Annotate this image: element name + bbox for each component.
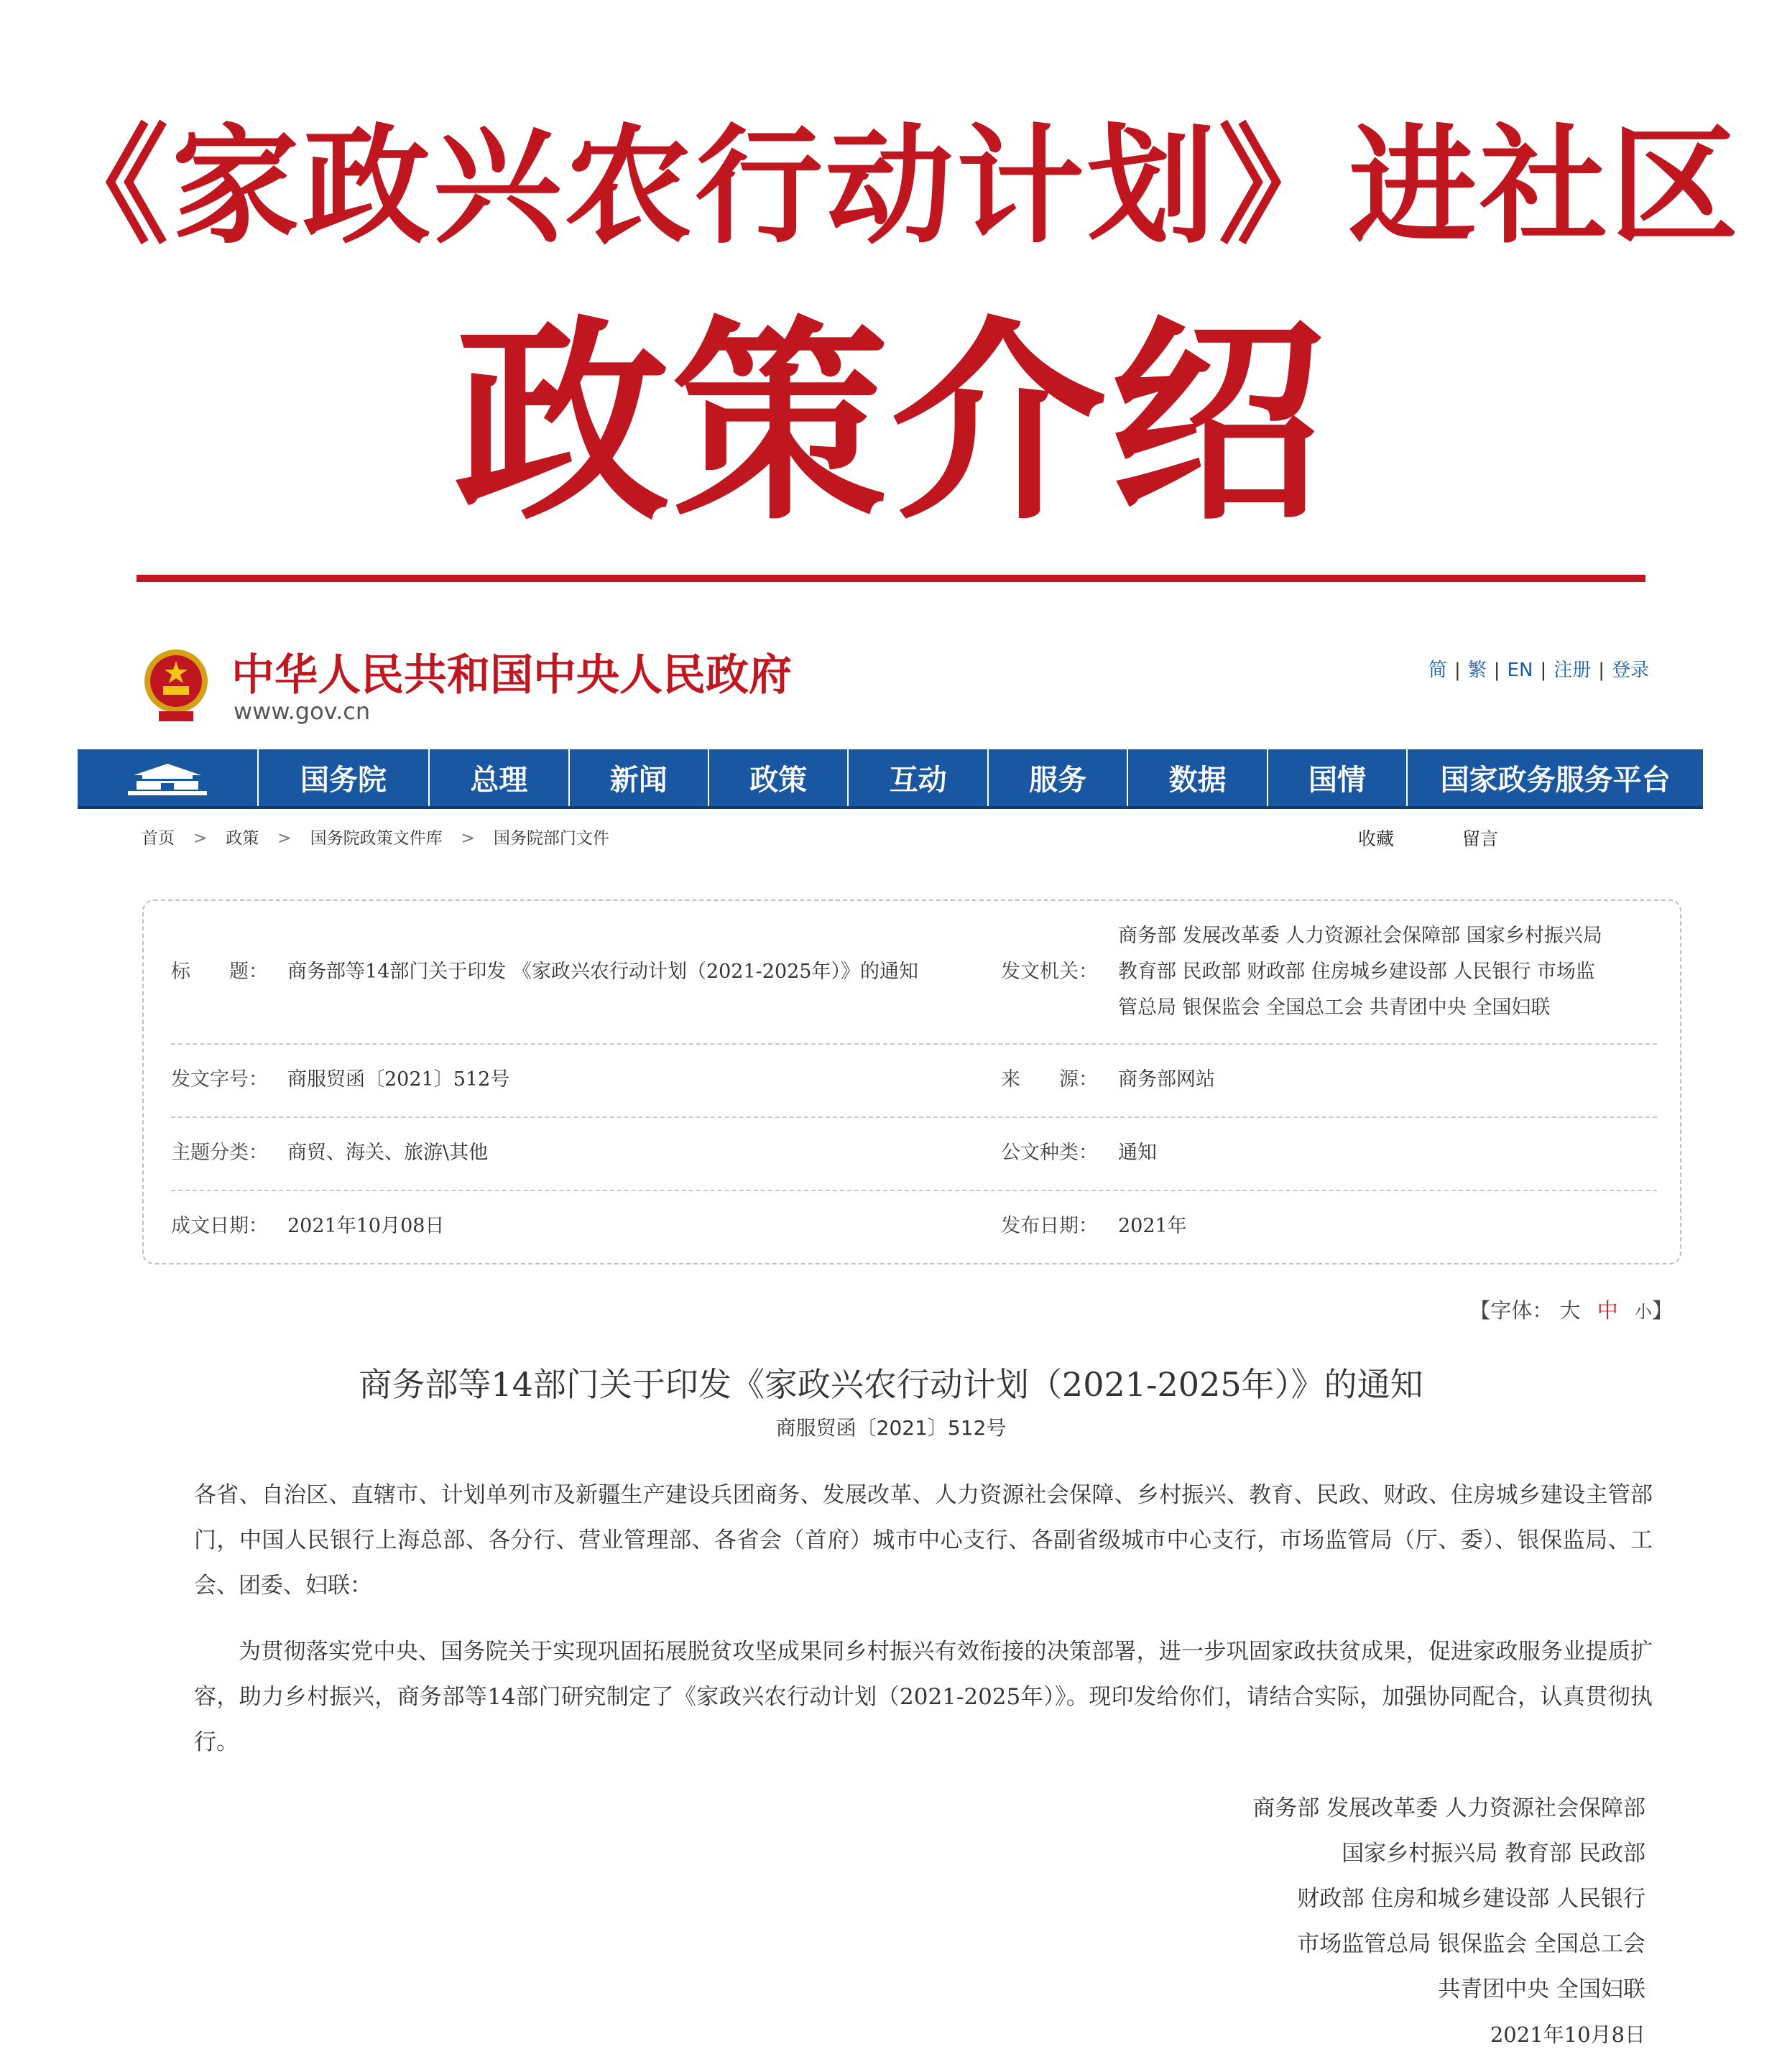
issuer-line-1: 商务部 发展改革委 人力资源社会保障部 国家乡村振兴局 bbox=[1118, 925, 1602, 947]
publish-date-label: 发布日期： bbox=[1001, 1215, 1098, 1237]
font-small-button[interactable]: 小 bbox=[1634, 1302, 1652, 1322]
title-label: 标 题： bbox=[171, 961, 268, 983]
nav-interaction[interactable]: 互动 bbox=[849, 749, 988, 806]
separator: | bbox=[1540, 660, 1547, 681]
breadcrumb-home[interactable]: 首页 bbox=[142, 829, 175, 848]
signing-date: 2021年10月8日 bbox=[1490, 2022, 1645, 2047]
nav-policy[interactable]: 政策 bbox=[709, 749, 849, 806]
document-number: 商服贸函〔2021〕512号 bbox=[775, 1416, 1007, 1440]
signer-line: 国家乡村振兴局 教育部 民政部 bbox=[1342, 1841, 1645, 1867]
top-links bbox=[1428, 655, 1649, 682]
title-divider bbox=[137, 575, 1645, 582]
site-url: www.gov.cn bbox=[234, 698, 371, 725]
breadcrumb bbox=[142, 825, 609, 848]
page-actions bbox=[1358, 825, 1566, 851]
issuer-label: 发文机关： bbox=[1001, 961, 1098, 983]
meta-row bbox=[171, 1043, 1657, 1118]
favorite-button[interactable]: 收藏 bbox=[1358, 828, 1395, 849]
chevron-right-icon: > bbox=[461, 829, 475, 848]
link-traditional[interactable]: 繁 bbox=[1467, 660, 1487, 681]
nav-services[interactable]: 服务 bbox=[989, 749, 1128, 806]
national-emblem-icon bbox=[140, 647, 212, 726]
breadcrumb-department-docs[interactable]: 国务院部门文件 bbox=[493, 829, 609, 848]
breadcrumb-policy-library[interactable]: 国务院政策文件库 bbox=[310, 829, 443, 848]
nav-news[interactable]: 新闻 bbox=[570, 749, 709, 806]
written-date-label: 成文日期： bbox=[171, 1215, 268, 1237]
tiananmen-icon[interactable] bbox=[78, 749, 259, 806]
signers bbox=[1252, 1786, 1645, 2012]
topic-value: 商贸、海关、旅游\其他 bbox=[287, 1142, 489, 1164]
nav-data[interactable]: 数据 bbox=[1128, 749, 1268, 806]
meta-row bbox=[171, 1116, 1657, 1191]
site-name[interactable]: 中华人民共和国中央人民政府 bbox=[231, 650, 792, 700]
signer-line: 财政部 住房和城乡建设部 人民银行 bbox=[1297, 1886, 1645, 1912]
main-paragraph: 为贯彻落实党中央、国务院关于实现巩固拓展脱贫攻坚成果同乡村振兴有效衔接的决策部署，进一步巩固家政扶贫成果，促进家政服务业提质扩容，助力乡村振兴，商务部等14部门研究制定了《家政兴农行动计划（2021-2025年）》。现印发给你们，请结合实际，加强协同配合，认真贯彻执行。 bbox=[194, 1639, 1653, 1755]
document-metadata bbox=[142, 899, 1681, 1264]
written-date-value: 2021年10月08日 bbox=[287, 1215, 445, 1237]
title-value: 商务部等14部门关于印发 《家政兴农行动计划（2021-2025年）》的通知 bbox=[287, 961, 918, 983]
chevron-right-icon: > bbox=[193, 829, 208, 848]
publish-date-value: 2021年 bbox=[1118, 1215, 1187, 1237]
link-simplified[interactable]: 简 bbox=[1428, 660, 1447, 681]
comment-button[interactable]: 留言 bbox=[1462, 828, 1499, 849]
font-size-control bbox=[1469, 1295, 1673, 1324]
poster-title: 《家政兴农行动计划》进社区 bbox=[41, 112, 1741, 261]
issuer-line-2: 教育部 民政部 财政部 住房城乡建设部 人民银行 市场监 bbox=[1118, 961, 1595, 983]
source-label: 来 源： bbox=[1001, 1068, 1098, 1091]
font-medium-button[interactable]: 中 bbox=[1597, 1298, 1618, 1323]
docno-value: 商服贸函〔2021〕512号 bbox=[287, 1068, 510, 1091]
link-login[interactable]: 登录 bbox=[1611, 660, 1649, 681]
link-english[interactable]: EN bbox=[1507, 660, 1533, 681]
source-value: 商务部网站 bbox=[1118, 1068, 1215, 1091]
doctype-label: 公文种类： bbox=[1001, 1142, 1098, 1164]
separator: | bbox=[1493, 660, 1500, 681]
main-nav bbox=[78, 749, 1703, 809]
font-control-suffix: 】 bbox=[1651, 1298, 1673, 1323]
font-control-prefix: 【字体： bbox=[1469, 1298, 1554, 1323]
meta-row bbox=[171, 901, 1657, 1045]
link-register[interactable]: 注册 bbox=[1554, 660, 1592, 681]
poster-subtitle: 政策介绍 bbox=[454, 298, 1328, 549]
nav-gov-service-platform[interactable]: 国家政务服务平台 bbox=[1440, 764, 1671, 797]
document-title: 商务部等14部门关于印发《家政兴农行动计划（2021-2025年）》的通知 bbox=[359, 1365, 1423, 1404]
breadcrumb-policy[interactable]: 政策 bbox=[226, 829, 259, 848]
signer-line: 共青团中央 全国妇联 bbox=[1438, 1976, 1645, 2002]
font-large-button[interactable]: 大 bbox=[1559, 1298, 1581, 1323]
docno-label: 发文字号： bbox=[171, 1068, 268, 1091]
separator: | bbox=[1454, 660, 1461, 681]
chevron-right-icon: > bbox=[277, 829, 292, 848]
doctype-value: 通知 bbox=[1118, 1142, 1157, 1164]
topic-label: 主题分类： bbox=[171, 1142, 268, 1164]
separator: | bbox=[1598, 660, 1605, 681]
nav-premier[interactable]: 总理 bbox=[430, 749, 569, 806]
addressee-paragraph: 各省、自治区、直辖市、计划单列市及新疆生产建设兵团商务、发展改革、人力资源社会保障、乡村振兴、教育、民政、财政、住房城乡建设主管部门，中国人民银行上海总部、各分行、营业管理部、各省会（首府）城市中心支行、各副省级城市中心支行，市场监管局（厅、委）、银保监局、工会、团委、妇联： bbox=[194, 1482, 1653, 1599]
signer-line: 市场监管总局 银保监会 全国总工会 bbox=[1297, 1931, 1645, 1957]
nav-national-info[interactable]: 国情 bbox=[1268, 749, 1408, 806]
meta-row bbox=[171, 1190, 1657, 1263]
signer-line: 商务部 发展改革委 人力资源社会保障部 bbox=[1252, 1795, 1645, 1821]
nav-state-council[interactable]: 国务院 bbox=[259, 749, 430, 806]
issuer-line-3: 管总局 银保监会 全国总工会 共青团中央 全国妇联 bbox=[1118, 996, 1551, 1019]
